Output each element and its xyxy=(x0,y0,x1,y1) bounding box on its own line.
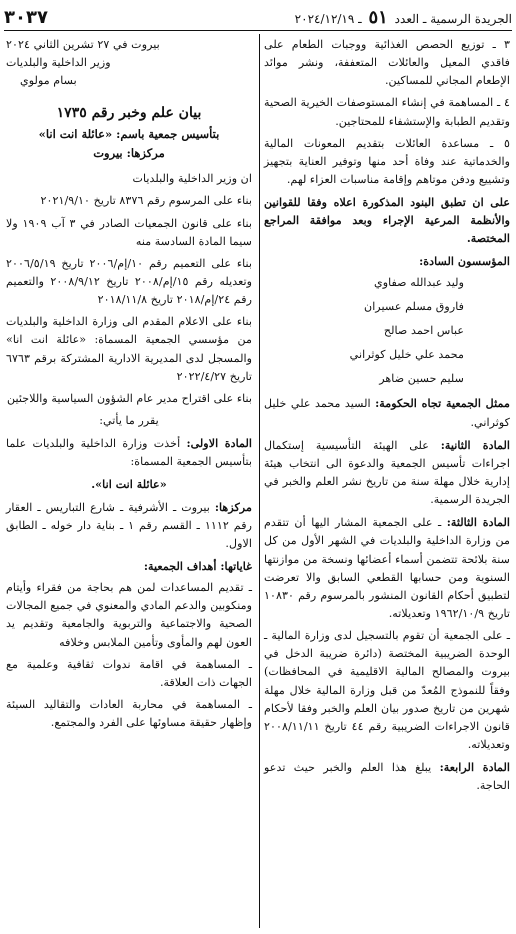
goal-item: ـ تقديم المساعدات لمن هم بحاجة من فقراء وأيتام ومنكوبين والدعم المادي والمعنوي في جميع المجالات الصحية والاجتماعية والتربوية والجامعية وتقديم يد العون لهم والمأوى وتأمين الملابس وخلافه xyxy=(6,581,252,649)
left-column xyxy=(6,36,252,736)
goal-item: ٥ ـ مساعدة العائلات بتقديم المعونات المالية والخدماتية عند وفاة أحد منها وتوفير العناية بتجهيز وتشييع ودفن موتاهم وإقامة مناسبات العزاء لهم. xyxy=(264,136,510,186)
notice-title: بيان علم وخبر رقم ١٧٣٥ xyxy=(56,105,202,122)
founders-heading: المؤسسون السادة: xyxy=(419,253,510,268)
representative-name: السيد محمد علي خليل كوثراني. xyxy=(264,397,510,429)
signature-name: بسام مولوي xyxy=(20,74,77,88)
goals-list xyxy=(6,579,252,732)
representative-label: ممثل الجمعية تجاه الحكومة: xyxy=(375,396,510,411)
preamble-line: بناء على اقتراح مدير عام الشؤون السياسية واللاجئين xyxy=(7,391,252,405)
founder-name: محمد علي خليل كوثراني xyxy=(349,348,464,362)
gazette-name: الجريدة الرسمية ـ العدد xyxy=(394,11,512,26)
article-four-label: المادة الرابعة: xyxy=(439,760,510,775)
gazette-masthead xyxy=(295,7,512,28)
address-label: مركزها: xyxy=(214,499,252,514)
issue-date: ـ ٢٠٢٤/١٢/١٩ xyxy=(294,11,362,26)
association-name: «عائلة انت انا». xyxy=(91,477,167,492)
goal-item: ٣ ـ توزيع الحصص الغذائية ووجبات الطعام على فاقدي المعيل والعائلات المتعففة، ونشر موائد الإطعام المجاني للمساكين. xyxy=(264,38,510,88)
founder-name: وليد عبدالله صفاوي xyxy=(373,275,464,289)
notice-headquarters: مركزها: بيروت xyxy=(93,145,165,160)
article-two-label: المادة الثانية: xyxy=(440,437,510,452)
page-header xyxy=(4,6,512,28)
signature-block xyxy=(6,36,252,90)
preamble-line: بناء على المرسوم رقم ٨٣٧٦ تاريخ ٢٠٢١/٩/١٠ xyxy=(40,194,252,208)
article-three-label: المادة الثالثة: xyxy=(446,515,510,530)
association-address xyxy=(6,498,252,553)
signature-place-date: بيروت في ٢٧ تشرين الثاني ٢٠٢٤ xyxy=(6,38,160,51)
article-four-text: يبلغ هذا العلم والخبر حيث تدعو الحاجة. xyxy=(264,761,510,793)
preamble-line: ان وزير الداخلية والبلديات xyxy=(132,172,252,186)
goals-continued xyxy=(264,36,510,189)
right-column xyxy=(264,36,510,799)
header-rule xyxy=(4,30,512,31)
decides-line: يقرر ما يأتي: xyxy=(99,414,159,428)
page-number: ٣٠٣٧ xyxy=(4,6,48,28)
notice-subtitle: بتأسيس جمعية باسم: «عائلة انت انا» xyxy=(38,127,220,142)
article-two-text: على الهيئة التأسيسية إستكمال اجراءات تأسيس الجمعية والدعوة الى انتخاب هيئة إدارية خلال مهلة سنة من تاريخ نشر العلم والخبر في الجريدة الرسمية. xyxy=(264,438,510,507)
preamble-line: بناء على قانون الجمعيات الصادر في ٣ آب ١٩٠٩ ولا سيما المادة السادسة منه xyxy=(6,216,252,248)
article-three-tax: ـ على الجمعية أن تقوم بالتسجيل لدى وزارة المالية ـ الوحدة الضريبية المختصة (دائرة ضريبة الدخل في بيروت والمصالح المالية الاقليمية في المحافظات) وفقاً للنموذج المُعدّ من قبل وزارة المالية خلال مهلة شهرين من تاريخ صدور بيان العلم والخبر وفقا لأحكام قانون الاجراءات الضريبية رقم ٤٤ تاريخ ٢٠٠٨/١١/١١ وتعديلاته. xyxy=(264,629,510,751)
issue-number: ٥١ xyxy=(368,6,388,28)
article-three xyxy=(264,513,510,623)
article-three-text: ـ على الجمعية المشار اليها أن تتقدم من وزارة الداخلية والبلديات في الشهر الأول من كل سنة بلائحة تتضمن أسماء أعضائها ونسخة من موازنتها السنوية ومن حسابها القطعي السابق والا تعرضت لتطبيق أحكام القانون المنشور بالمرسوم رقم ١٠٨٣٠ تاريخ ١٩٦٢/١٠/٩ وتعديلاته. xyxy=(264,516,510,620)
founder-name: عباس احمد صالح xyxy=(383,323,464,337)
goal-item: ـ المساهمة في اقامة ندوات ثقافية وعلمية مع الجهات ذات العلاقة. xyxy=(6,657,252,689)
goals-heading: غاياتها: أهداف الجمعية: xyxy=(143,559,252,574)
signature-title: وزير الداخلية والبلديات xyxy=(6,56,111,70)
goal-item: ٤ ـ المساهمة في إنشاء المستوصفات الخيرية الصحية وتقديم الطبابة والإستشفاء للمحتاجين. xyxy=(264,96,510,128)
address-text: بيروت ـ الأشرفية ـ شارع التباريس ـ العقار رقم ١١١٢ ـ القسم رقم ١ ـ بناية دار خوله ـ الطابق الاول. xyxy=(6,500,252,550)
article-one xyxy=(6,434,252,471)
article-one-text: أخذت وزارة الداخلية والبلديات علما بتأسيس الجمعية المسماة: xyxy=(6,437,252,469)
goal-item: ـ المساهمة في محاربة العادات والتقاليد السيئة وإظهار حقيقة مساوئها على الفرد والمجتمع. xyxy=(6,698,252,730)
article-two xyxy=(264,436,510,510)
founder-name: فاروق مسلم عسيران xyxy=(363,299,464,313)
article-one-label: المادة الاولى: xyxy=(186,436,252,451)
conditions-note: على ان تطبق البنود المذكورة اعلاه وفقا للقوانين والأنظمة المرعية الإجراء وبعد موافقة المراجع المختصة. xyxy=(264,195,510,246)
government-representative xyxy=(264,394,510,431)
preamble-line: بناء على التعميم رقم ١٠/إم/٢٠٠٦ تاريخ ٢٠٠٦/٥/١٩ وتعديله رقم ١٥/إم/٢٠٠٨ تاريخ ٢٠٠٨/٩/١٢ والتعميم رقم ٢٤/إم/٢٠١٨ تاريخ ٢٠١٨/١١/٨ xyxy=(6,256,252,307)
column-divider xyxy=(259,34,260,928)
article-four xyxy=(264,758,510,795)
preamble-line: بناء على الاعلام المقدم الى وزارة الداخلية والبلديات من مؤسسي الجمعية المسماة: «عائلة انت انا» والمسجل لدى المديرية الادارية المشتركة برقم ٦٧٦٣ تاريخ ٢٠٢٢/٤/٢٧ xyxy=(6,315,252,383)
founder-name: سليم حسين ضاهر xyxy=(379,372,464,386)
founders-list xyxy=(264,274,510,389)
